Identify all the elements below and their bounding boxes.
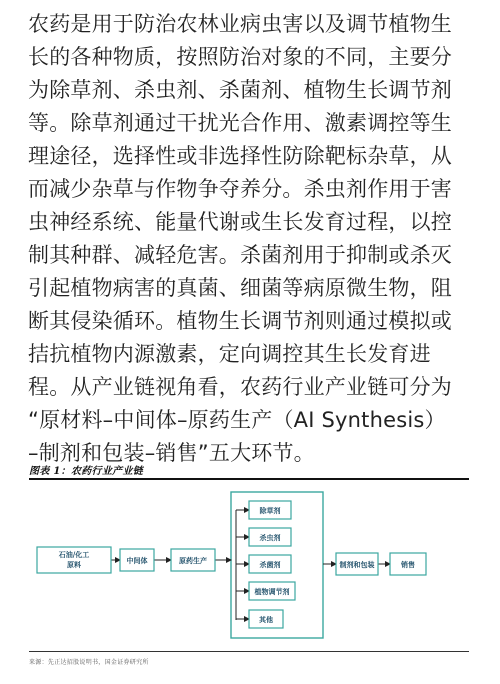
- growth-regulator-label: 植物调节剂: [254, 587, 290, 596]
- article-paragraph: 农药是用于防治农林业病虫害以及调节植物生 长的各种物质，按照防治对象的不同，主要分 为除草剂、杀虫剂、杀菌剂、植物生长调节剂 等。除草剂通过干扰光合作用、激素调控等生 理途径，选择性或非选择性防除靶标杂草，从 而减少杂草与作物争夺养分。杀虫剂作用于害 虫神经系统、能量代谢或生长发育过程，以控 制其种群、减轻危害。杀菌剂用于抑制或杀灭 引起植物病害的真菌、细菌等病原微生物，阻 断其侵染循环。植物生长调节剂则通过模拟或 拮抗植物内源激素，定向调控其生长发育进 程。从产业链视角看，农药行业产业链可分为 “原材料–中间体–原药生产（AI Synthesis） –制剂和包装–销售”五大环节。: [28, 12, 452, 465]
- raw-materials-label-line-2: 原料: [67, 560, 81, 569]
- formulation-packaging-label: 制剂和包装: [339, 560, 375, 569]
- industry-chain-diagram: [29, 480, 469, 650]
- raw-materials-label-line-1: 石油/化工: [58, 550, 90, 559]
- ai-synthesis-label: 原药生产: [179, 556, 207, 565]
- insecticide-label: 杀虫剂: [259, 533, 281, 542]
- industry-chain-svg: [29, 480, 469, 650]
- figure-title: 图表 1：农药行业产业链: [29, 466, 144, 477]
- herbicide-label: 除草剂: [259, 506, 281, 515]
- sales-label: 销售: [401, 560, 415, 569]
- figure-bottom-rule: [29, 651, 469, 652]
- intermediates-label: 中间体: [126, 556, 148, 565]
- fungicide-label: 杀菌剂: [259, 560, 281, 569]
- figure-source: 来源：先正达招股说明书，国金证券研究所: [29, 659, 149, 666]
- other-label: 其他: [259, 615, 273, 624]
